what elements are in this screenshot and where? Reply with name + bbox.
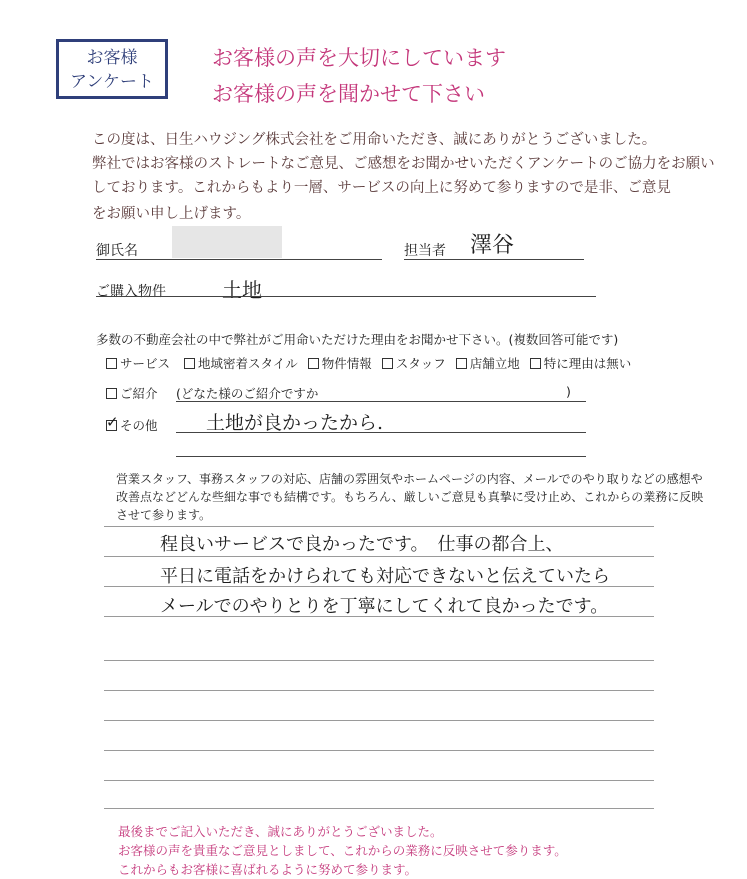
property-label: ご購入物件: [96, 284, 166, 300]
intro-line-2: 弊社ではお客様のストレートなご意見、ご感想をお聞かせいただくアンケートのご協力をお願い: [92, 156, 715, 172]
name-redacted: [172, 226, 282, 258]
referral-close-paren: ): [566, 384, 571, 399]
name-label: 御氏名: [96, 243, 138, 259]
ruled-line: [104, 808, 654, 809]
name-underline: [96, 259, 382, 260]
ruled-line: [104, 660, 654, 661]
checkbox-property-info[interactable]: [308, 356, 372, 371]
checkbox-icon: [308, 358, 319, 369]
check-mark: ✓: [106, 413, 119, 431]
ruled-line: [104, 780, 654, 781]
badge-line2: アンケート: [70, 72, 154, 92]
checkbox-other-label: その他: [120, 418, 158, 433]
staff-value: 澤谷: [470, 233, 515, 258]
staff-underline: [404, 259, 584, 260]
checkbox-icon: [106, 388, 117, 399]
checkbox-no-reason[interactable]: [530, 356, 632, 371]
checkbox-no-reason-label: 特に理由は無い: [543, 356, 632, 371]
footer-line-1: 最後までご記入いただき、誠にありがとうございました。: [118, 824, 443, 839]
checkbox-service[interactable]: [106, 356, 170, 371]
checkbox-staff[interactable]: [382, 356, 446, 371]
property-value: 土地: [222, 278, 262, 302]
checkbox-icon: [530, 358, 541, 369]
referral-underline: [176, 401, 586, 402]
checkbox-icon: [106, 358, 117, 369]
footer-line-3: これからもお客様に喜ばれるように努めて参ります。: [118, 862, 418, 877]
survey-badge: [56, 39, 168, 99]
checkbox-referral-label: ご紹介: [120, 386, 158, 401]
feedback-prompt-1: 営業スタッフ、事務スタッフの対応、店舗の雰囲気やホームページの内容、メールでのやり取りなどの感想や: [116, 472, 703, 486]
referral-hint: (どなた様のご紹介ですか: [176, 386, 319, 401]
intro-line-4: をお願い申し上げます。: [92, 206, 251, 222]
intro-line-3: しております。これからもより一層、サービスの向上に努めて参りますので是非、ご意見: [92, 180, 671, 196]
checkbox-local-label: 地域密着スタイル: [198, 356, 298, 371]
checkbox-icon: [382, 358, 393, 369]
other-underline-2: [176, 456, 586, 457]
checkbox-icon: [106, 413, 119, 431]
checkbox-icon: [184, 358, 195, 369]
feedback-prompt-3: させて参ります。: [116, 508, 212, 522]
checkbox-staff-label: スタッフ: [395, 356, 446, 371]
other-underline: [176, 432, 586, 433]
staff-label: 担当者: [404, 243, 446, 259]
feedback-answer-2: 平日に電話をかけられても対応できないと伝えていたら: [160, 566, 610, 587]
checkbox-referral[interactable]: [106, 384, 158, 402]
badge-line1: お客様: [86, 48, 138, 68]
checkbox-location[interactable]: [456, 356, 520, 371]
ruled-line: [104, 556, 654, 557]
ruled-line: [104, 690, 654, 691]
checkbox-service-label: サービス: [120, 356, 171, 371]
footer-line-2: お客様の声を貴重なご意見としまして、これからの業務に反映させて参ります。: [118, 843, 567, 858]
reasons-question: 多数の不動産会社の中で弊社がご用命いただけた理由をお聞かせ下さい。(複数回答可能です): [96, 332, 619, 347]
headline-line1: お客様の声を大切にしています: [212, 46, 506, 70]
other-reason-value: 土地が良かったから.: [206, 412, 384, 434]
ruled-line: [104, 720, 654, 721]
checkbox-other[interactable]: [106, 413, 158, 434]
intro-line-1: この度は、日生ハウジング株式会社をご用命いただき、誠にありがとうございました。: [92, 132, 657, 148]
checkbox-local[interactable]: [184, 356, 298, 371]
reasons-row1: [106, 354, 631, 372]
feedback-answer-1: 程良いサービスで良かったです。 仕事の都合上、: [160, 534, 564, 555]
ruled-line: [104, 750, 654, 751]
checkbox-property-info-label: 物件情報: [321, 356, 372, 371]
feedback-prompt-2: 改善点などどんな些細な事でも結構です。もちろん、厳しいご意見も真摯に受け止め、これからの業務に反映: [116, 490, 704, 504]
ruled-line: [104, 526, 654, 527]
feedback-answer-3: メールでのやりとりを丁寧にしてくれて良かったです。: [160, 596, 609, 617]
headline-line2: お客様の声を聞かせて下さい: [212, 82, 485, 106]
checkbox-icon: [456, 358, 467, 369]
checkbox-location-label: 店舗立地: [469, 356, 520, 371]
property-underline: [96, 296, 596, 297]
